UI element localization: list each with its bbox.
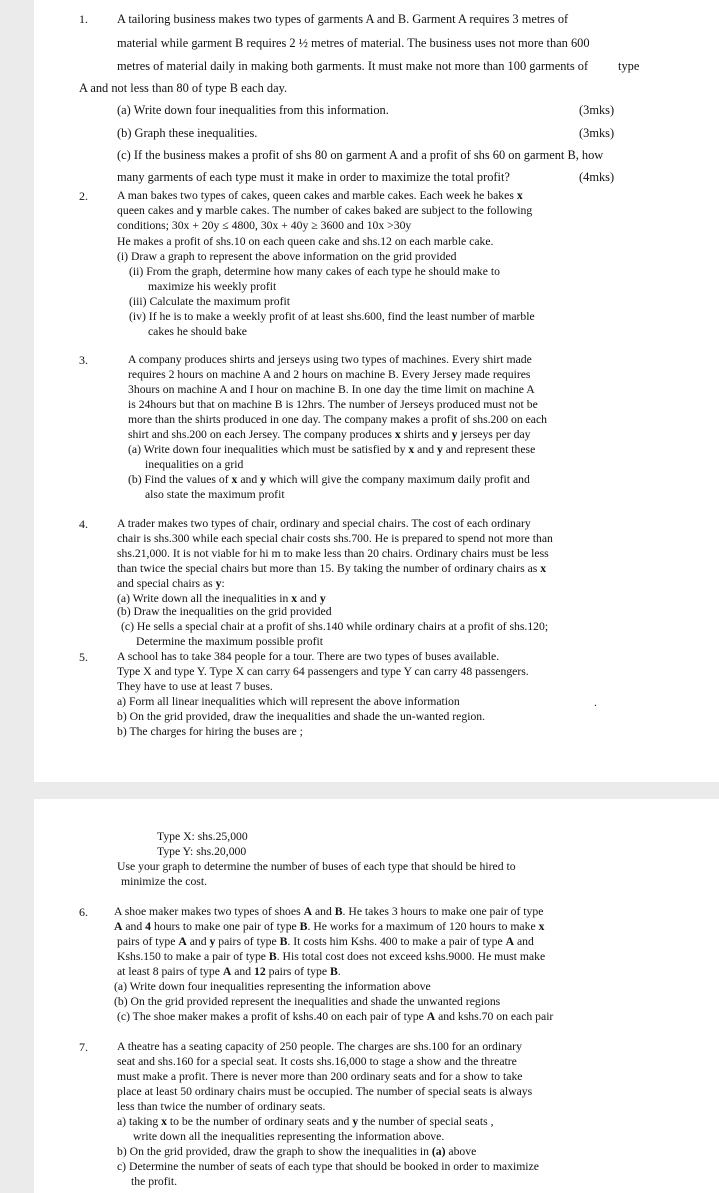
marks: (3mks) xyxy=(579,103,615,117)
question-text-line: requires 2 hours on machine A and 2 hours on machine B. Every Jersey made requires xyxy=(128,368,531,381)
part-c: c) Determine the number of seats of each type that should be booked in order to maximize xyxy=(117,1160,539,1173)
question-text-line: shs.21,000. It is not viable for hi m to make less than 20 chairs. Ordinary chairs must be less xyxy=(117,547,549,560)
part-c: (c) If the business makes a profit of shs 80 on garment A and a profit of shs 60 on garment B, how xyxy=(117,148,604,162)
question-text-line: A and not less than 80 of type B each day. xyxy=(79,81,288,95)
question-text-line: at least 8 pairs of type A and 12 pairs of type B. xyxy=(117,965,341,978)
part-a: (a) Write down four inequalities representing the information above xyxy=(114,980,431,993)
part-b: (b) On the grid provided represent the inequalities and shade the unwanted regions xyxy=(114,995,501,1008)
question-text-line: A man bakes two types of cakes, queen cakes and marble cakes. Each week he bakes x xyxy=(117,189,523,202)
part-b: (b) Draw the inequalities on the grid provided xyxy=(117,605,332,618)
question-text-line: conditions; 30x + 20y ≤ 4800, 30x + 40y ≥ 3600 and 10x >30y xyxy=(117,219,412,232)
part-b: b) On the grid provided, draw the inequalities and shade the un-wanted region. xyxy=(117,710,486,723)
question-number: 7. xyxy=(79,1040,88,1054)
question-text-line: Type X and type Y. Type X can carry 64 passengers and type Y can carry 48 passengers. xyxy=(117,665,529,678)
part-ii-cont: maximize his weekly profit xyxy=(148,280,277,293)
question-text-line: 3hours on machine A and I hour on machine B. In one day the time limit on machine A xyxy=(128,383,535,396)
question-text-line: place at least 50 ordinary chairs must be occupied. The number of special seats is always xyxy=(117,1085,533,1098)
question-text-line: He makes a profit of shs.10 on each queen cake and shs.12 on each marble cake. xyxy=(117,235,494,248)
part-i: (i) Draw a graph to represent the above information on the grid provided xyxy=(117,250,457,263)
part-iii: (iii) Calculate the maximum profit xyxy=(129,295,290,308)
question-text-line: seat and shs.160 for a special seat. It costs shs.16,000 to stage a show and the threatre xyxy=(117,1055,517,1068)
part-iv-cont: cakes he should bake xyxy=(148,325,247,338)
part-a-cont: inequalities on a grid xyxy=(145,458,244,471)
question-number: 5. xyxy=(79,650,88,664)
question-text-line: queen cakes and y marble cakes. The number of cakes baked are subject to the following xyxy=(117,204,533,217)
part-c-cont: Determine the maximum possible profit xyxy=(136,635,323,648)
marks: (3mks) xyxy=(579,126,615,140)
question-number: 1. xyxy=(79,12,88,26)
part-b-cont: also state the maximum profit xyxy=(145,488,285,501)
question-number: 3. xyxy=(79,353,88,367)
part-a: a) Form all linear inequalities which will represent the above information xyxy=(117,695,460,708)
part-c: (c) He sells a special chair at a profit of shs.140 while ordinary chairs at a profit of shs.120; xyxy=(121,620,549,633)
part-b-charges: b) The charges for hiring the buses are ; xyxy=(117,725,303,738)
question-text-line: A school has to take 384 people for a tour. There are two types of buses available. xyxy=(117,650,500,663)
question-number: 6. xyxy=(79,905,88,919)
part-ii: (ii) From the graph, determine how many cakes of each type he should make to xyxy=(129,265,500,278)
part-a: (a) Write down four inequalities from this information. xyxy=(117,103,389,117)
question-text-line: is 24hours but that on machine B is 12hrs. The number of Jerseys produced must not be xyxy=(128,398,538,411)
question-text-line: metres of material daily in making both garments. It must make not more than 100 garments of xyxy=(117,59,589,73)
part-c-cont: the profit. xyxy=(131,1175,178,1188)
marks: (4mks) xyxy=(579,170,615,184)
question-text-line: A shoe maker makes two types of shoes A and B. He takes 3 hours to make one pair of type xyxy=(114,905,544,918)
question-text-line: They have to use at least 7 buses. xyxy=(117,680,273,693)
question-text-line: A and 4 hours to make one pair of type B. He works for a maximum of 120 hours to make x xyxy=(114,920,545,933)
question-text-line: material while garment B requires 2 ½ metres of material. The business uses not more than 600 xyxy=(117,36,590,50)
part-a-cont: write down all the inequalities representing the information above. xyxy=(133,1130,445,1143)
question-text-line: A company produces shirts and jerseys using two types of machines. Every shirt made xyxy=(128,353,532,366)
part-iv: (iv) If he is to make a weekly profit of at least shs.600, find the least number of marble xyxy=(129,310,535,323)
stray-mark: . xyxy=(594,696,597,709)
question-text-line: Use your graph to determine the number of buses of each type that should be hired to xyxy=(117,860,516,873)
part-c-cont: many garments of each type must it make in order to maximize the total profit? xyxy=(117,170,510,184)
part-c: (c) The shoe maker makes a profit of kshs.40 on each pair of type A and kshs.70 on each pair xyxy=(117,1010,554,1023)
question-text-line: shirt and shs.200 on each Jersey. The company produces x shirts and y jerseys per day xyxy=(128,428,531,441)
question-number: 2. xyxy=(79,189,88,203)
question-text-line: less than twice the number of ordinary seats. xyxy=(117,1100,326,1113)
part-a: (a) Write down four inequalities which must be satisfied by x and y and represent these xyxy=(128,443,536,456)
question-text-line: Kshs.150 to make a pair of type B. His total cost does not exceed kshs.9000. He must make xyxy=(117,950,546,963)
question-text-line: than twice the special chairs but more than 15. By taking the number of ordinary chairs as x xyxy=(117,562,547,575)
question-text-line: chair is shs.300 while each special chair costs shs.700. He is prepared to spend not more than xyxy=(117,532,553,545)
question-text-line: and special chairs as y: xyxy=(117,577,225,590)
part-a: a) taking x to be the number of ordinary seats and y the number of special seats , xyxy=(117,1115,494,1128)
part-b: (b) Graph these inequalities. xyxy=(117,126,258,140)
part-a: (a) Write down all the inequalities in x and y xyxy=(117,592,326,605)
question-text-line: minimize the cost. xyxy=(121,875,208,888)
charge-type-y: Type Y: shs.20,000 xyxy=(157,845,247,858)
question-text-line: must make a profit. There is never more than 200 ordinary seats and for a show to take xyxy=(117,1070,523,1083)
question-text-line: A theatre has a seating capacity of 250 people. The charges are shs.100 for an ordinary xyxy=(117,1040,522,1053)
question-text-line: more than the shirts produced in one day. The company makes a profit of shs.200 on each xyxy=(128,413,548,426)
question-text-line: A trader makes two types of chair, ordinary and special chairs. The cost of each ordinary xyxy=(117,517,531,530)
question-text-line: type xyxy=(618,59,640,73)
part-b: b) On the grid provided, draw the graph to show the inequalities in (a) above xyxy=(117,1145,477,1158)
question-text-line: pairs of type A and y pairs of type B. It costs him Kshs. 400 to make a pair of type A and xyxy=(117,935,534,948)
part-b: (b) Find the values of x and y which will give the company maximum daily profit and xyxy=(128,473,530,486)
question-text-line: A tailoring business makes two types of garments A and B. Garment A requires 3 metres of xyxy=(117,12,569,26)
question-number: 4. xyxy=(79,517,88,531)
charge-type-x: Type X: shs.25,000 xyxy=(157,830,248,843)
